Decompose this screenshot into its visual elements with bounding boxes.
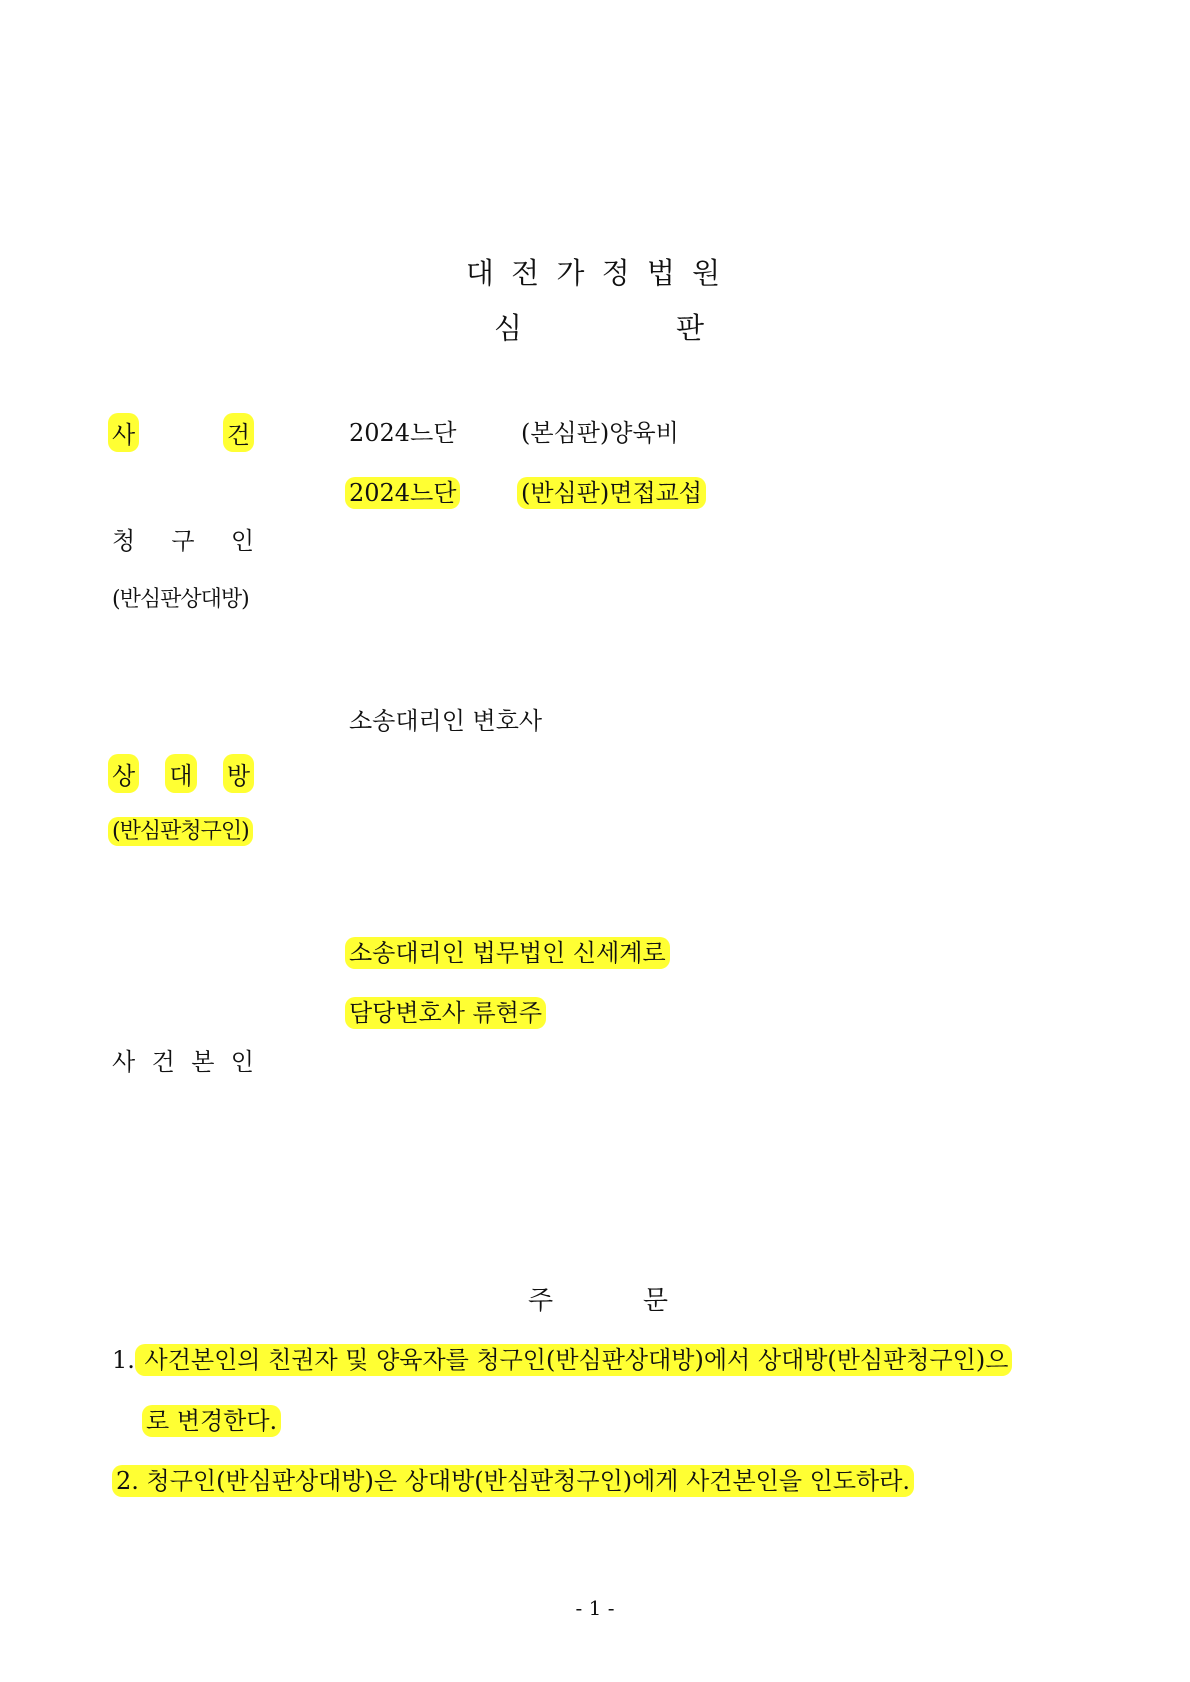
order-heading-char: 문 <box>642 1286 668 1316</box>
case-name: (반심판)면접교섭 <box>517 477 706 509</box>
claimant-counsel: 소송대리인 변호사 <box>349 707 543 735</box>
respondent-label-wrap <box>112 754 254 793</box>
respondent-label-char: 대 <box>165 754 196 793</box>
respondent-counsel-firm: 소송대리인 법무법인 신세계로 <box>345 937 670 969</box>
respondent-sub-label: (반심판청구인) <box>108 817 253 846</box>
order-item-1 <box>112 1340 1012 1375</box>
subject-label-char: 인 <box>230 1048 254 1076</box>
page-number: - 1 - <box>575 1596 615 1620</box>
subject-label-char: 본 <box>191 1048 215 1076</box>
subject-label-wrap <box>112 1042 254 1077</box>
document-type-char: 심 <box>494 311 523 345</box>
claimant-label-wrap <box>112 521 254 556</box>
respondent-label-char: 방 <box>223 754 254 793</box>
order-heading-char: 주 <box>528 1286 554 1316</box>
document-type <box>494 306 704 347</box>
respondent-label <box>112 754 254 793</box>
order-item-2 <box>112 1461 914 1496</box>
order-item-number: 1. <box>112 1346 135 1374</box>
case-number: 2024느단 <box>349 419 457 447</box>
case-label-wrap <box>112 413 254 452</box>
order-item-text: 사건본인의 친권자 및 양육자를 청구인(반심판상대방)에서 상대방(반심판청구인)으 <box>135 1344 1012 1376</box>
claimant-label-char: 인 <box>230 527 254 555</box>
order-item-text-cont: 로 변경한다. <box>142 1405 281 1437</box>
claimant-label-char: 청 <box>112 527 136 555</box>
claimant-sub-label: (반심판상대방) <box>112 587 249 612</box>
order-item-number: 2. <box>116 1467 139 1495</box>
case-number: 2024느단 <box>345 477 460 509</box>
court-name: 대 전 가 정 법 원 <box>465 256 725 290</box>
document-type-char: 판 <box>675 311 704 345</box>
claimant-label-char: 구 <box>171 527 195 555</box>
subject-label-char: 건 <box>151 1048 175 1076</box>
case-label-char: 건 <box>223 413 254 452</box>
subject-label-char: 사 <box>112 1048 136 1076</box>
order-item-text: 청구인(반심판상대방)은 상대방(반심판청구인)에게 사건본인을 인도하라. <box>138 1467 911 1495</box>
claimant-label <box>112 521 254 556</box>
case-label <box>112 413 254 452</box>
order-heading <box>528 1280 668 1317</box>
respondent-label-char: 상 <box>108 754 139 793</box>
subject-label <box>112 1042 254 1077</box>
case-label-char: 사 <box>108 413 139 452</box>
respondent-counsel-attorney: 담당변호사 류현주 <box>345 997 546 1029</box>
case-name: (본심판)양육비 <box>521 419 679 447</box>
